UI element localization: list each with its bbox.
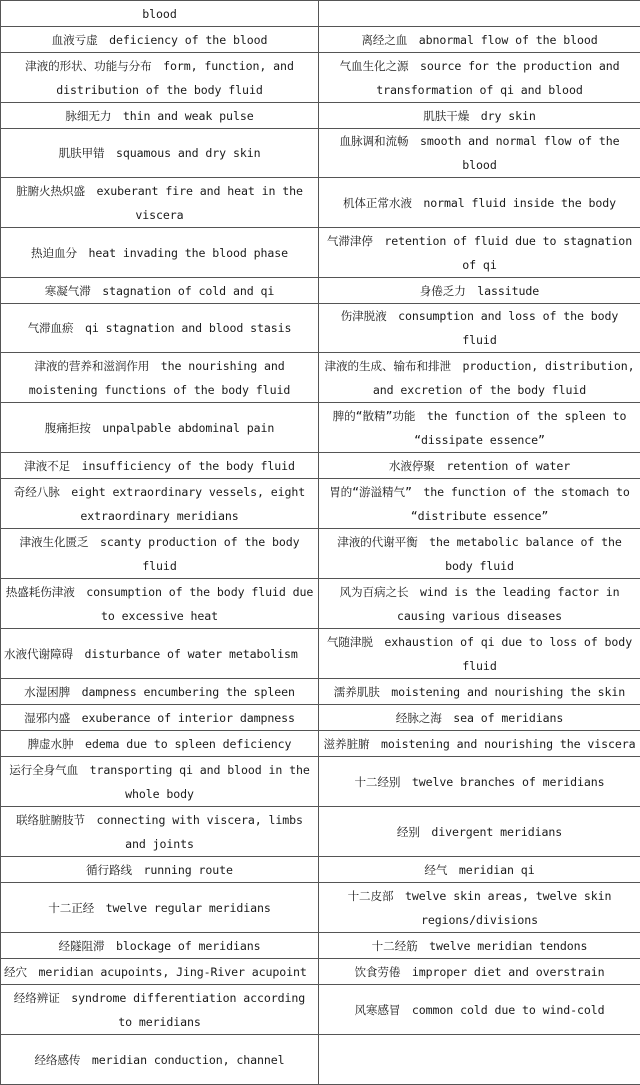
term-right: 离经之血 abnormal flow of the blood (319, 27, 640, 53)
term-right: 经气 meridian qi (319, 857, 640, 883)
term-right: 十二经别 twelve branches of meridians (319, 757, 640, 807)
term-right: 脾的“散精”功能 the function of the spleen to “dissipate essence” (319, 403, 640, 453)
table-row (1, 479, 640, 529)
table-row (1, 278, 640, 304)
table-row (1, 579, 640, 629)
table-row (1, 353, 640, 403)
term-left: 水液代谢障碍 disturbance of water metabolism (1, 629, 319, 679)
table-row (1, 857, 640, 883)
term-left: 津液的形状、功能与分布 form, function, and distribution of the body fluid (1, 53, 319, 103)
term-left: 血液亏虚 deficiency of the blood (1, 27, 319, 53)
term-right: 风为百病之长 wind is the leading factor in causing various diseases (319, 579, 640, 629)
term-left: 奇经八脉 eight extraordinary vessels, eight extraordinary meridians (1, 479, 319, 529)
table-row (1, 53, 640, 103)
term-right: 饮食劳倦 improper diet and overstrain (319, 959, 640, 985)
table-row (1, 807, 640, 857)
table-row (1, 985, 640, 1035)
term-left: 气滞血瘀 qi stagnation and blood stasis (1, 304, 319, 353)
table-row (1, 1035, 640, 1085)
term-right (319, 1, 640, 27)
term-right: 津液的生成、输布和排泄 production, distribution, and excretion of the body fluid (319, 353, 640, 403)
term-left: 津液不足 insufficiency of the body fluid (1, 453, 319, 479)
term-left: 脏腑火热炽盛 exuberant fire and heat in the viscera (1, 178, 319, 228)
term-left: 经络辨证 syndrome differentiation according to meridians (1, 985, 319, 1035)
term-left: 联络脏腑肢节 connecting with viscera, limbs and joints (1, 807, 319, 857)
term-left: 热迫血分 heat invading the blood phase (1, 228, 319, 278)
table-row (1, 304, 640, 353)
term-right: 津液的代谢平衡 the metabolic balance of the body fluid (319, 529, 640, 579)
term-right: 十二经筋 twelve meridian tendons (319, 933, 640, 959)
term-left: 运行全身气血 transporting qi and blood in the whole body (1, 757, 319, 807)
term-left: 十二正经 twelve regular meridians (1, 883, 319, 933)
term-right: 经别 divergent meridians (319, 807, 640, 857)
term-right: 机体正常水液 normal fluid inside the body (319, 178, 640, 228)
table-row (1, 757, 640, 807)
term-right: 风寒感冒 common cold due to wind-cold (319, 985, 640, 1035)
term-right: 气随津脱 exhaustion of qi due to loss of body fluid (319, 629, 640, 679)
table-row (1, 103, 640, 129)
table-row (1, 705, 640, 731)
table-row (1, 629, 640, 679)
term-left: 脾虚水肿 edema due to spleen deficiency (1, 731, 319, 757)
table-row (1, 959, 640, 985)
term-left: 热盛耗伤津液 consumption of the body fluid due to excessive heat (1, 579, 319, 629)
term-left: blood (1, 1, 319, 27)
term-right: 伤津脱液 consumption and loss of the body fluid (319, 304, 640, 353)
term-left: 循行路线 running route (1, 857, 319, 883)
term-right: 血脉调和流畅 smooth and normal flow of the blood (319, 129, 640, 178)
table-row (1, 679, 640, 705)
term-right: 胃的“游溢精气” the function of the stomach to “distribute essence” (319, 479, 640, 529)
term-left: 脉细无力 thin and weak pulse (1, 103, 319, 129)
term-left: 津液生化匮乏 scanty production of the body fluid (1, 529, 319, 579)
term-right (319, 1035, 640, 1085)
table-row (1, 453, 640, 479)
table-row (1, 529, 640, 579)
term-left: 寒凝气滞 stagnation of cold and qi (1, 278, 319, 304)
term-left: 水湿困脾 dampness encumbering the spleen (1, 679, 319, 705)
table-row (1, 228, 640, 278)
term-right: 经脉之海 sea of meridians (319, 705, 640, 731)
term-left: 经穴 meridian acupoints, Jing-River acupoint (1, 959, 319, 985)
term-left: 湿邪内盛 exuberance of interior dampness (1, 705, 319, 731)
table-row (1, 933, 640, 959)
term-right: 水液停聚 retention of water (319, 453, 640, 479)
term-right: 气滞津停 retention of fluid due to stagnation of qi (319, 228, 640, 278)
term-right: 肌肤干燥 dry skin (319, 103, 640, 129)
term-right: 气血生化之源 source for the production and transformation of qi and blood (319, 53, 640, 103)
table-row (1, 403, 640, 453)
table-row (1, 1, 640, 27)
table-row (1, 27, 640, 53)
term-right: 十二皮部 twelve skin areas, twelve skin regions/divisions (319, 883, 640, 933)
term-right: 滋养脏腑 moistening and nourishing the viscera (319, 731, 640, 757)
table-row (1, 883, 640, 933)
table-row (1, 731, 640, 757)
term-right: 濡养肌肤 moistening and nourishing the skin (319, 679, 640, 705)
term-right: 身倦乏力 lassitude (319, 278, 640, 304)
term-left: 腹痛拒按 unpalpable abdominal pain (1, 403, 319, 453)
term-left: 经隧阻滞 blockage of meridians (1, 933, 319, 959)
term-left: 肌肤甲错 squamous and dry skin (1, 129, 319, 178)
term-left: 经络感传 meridian conduction, channel (1, 1035, 319, 1085)
table-row (1, 129, 640, 178)
term-left: 津液的营养和滋润作用 the nourishing and moistening functions of the body fluid (1, 353, 319, 403)
table-row (1, 178, 640, 228)
